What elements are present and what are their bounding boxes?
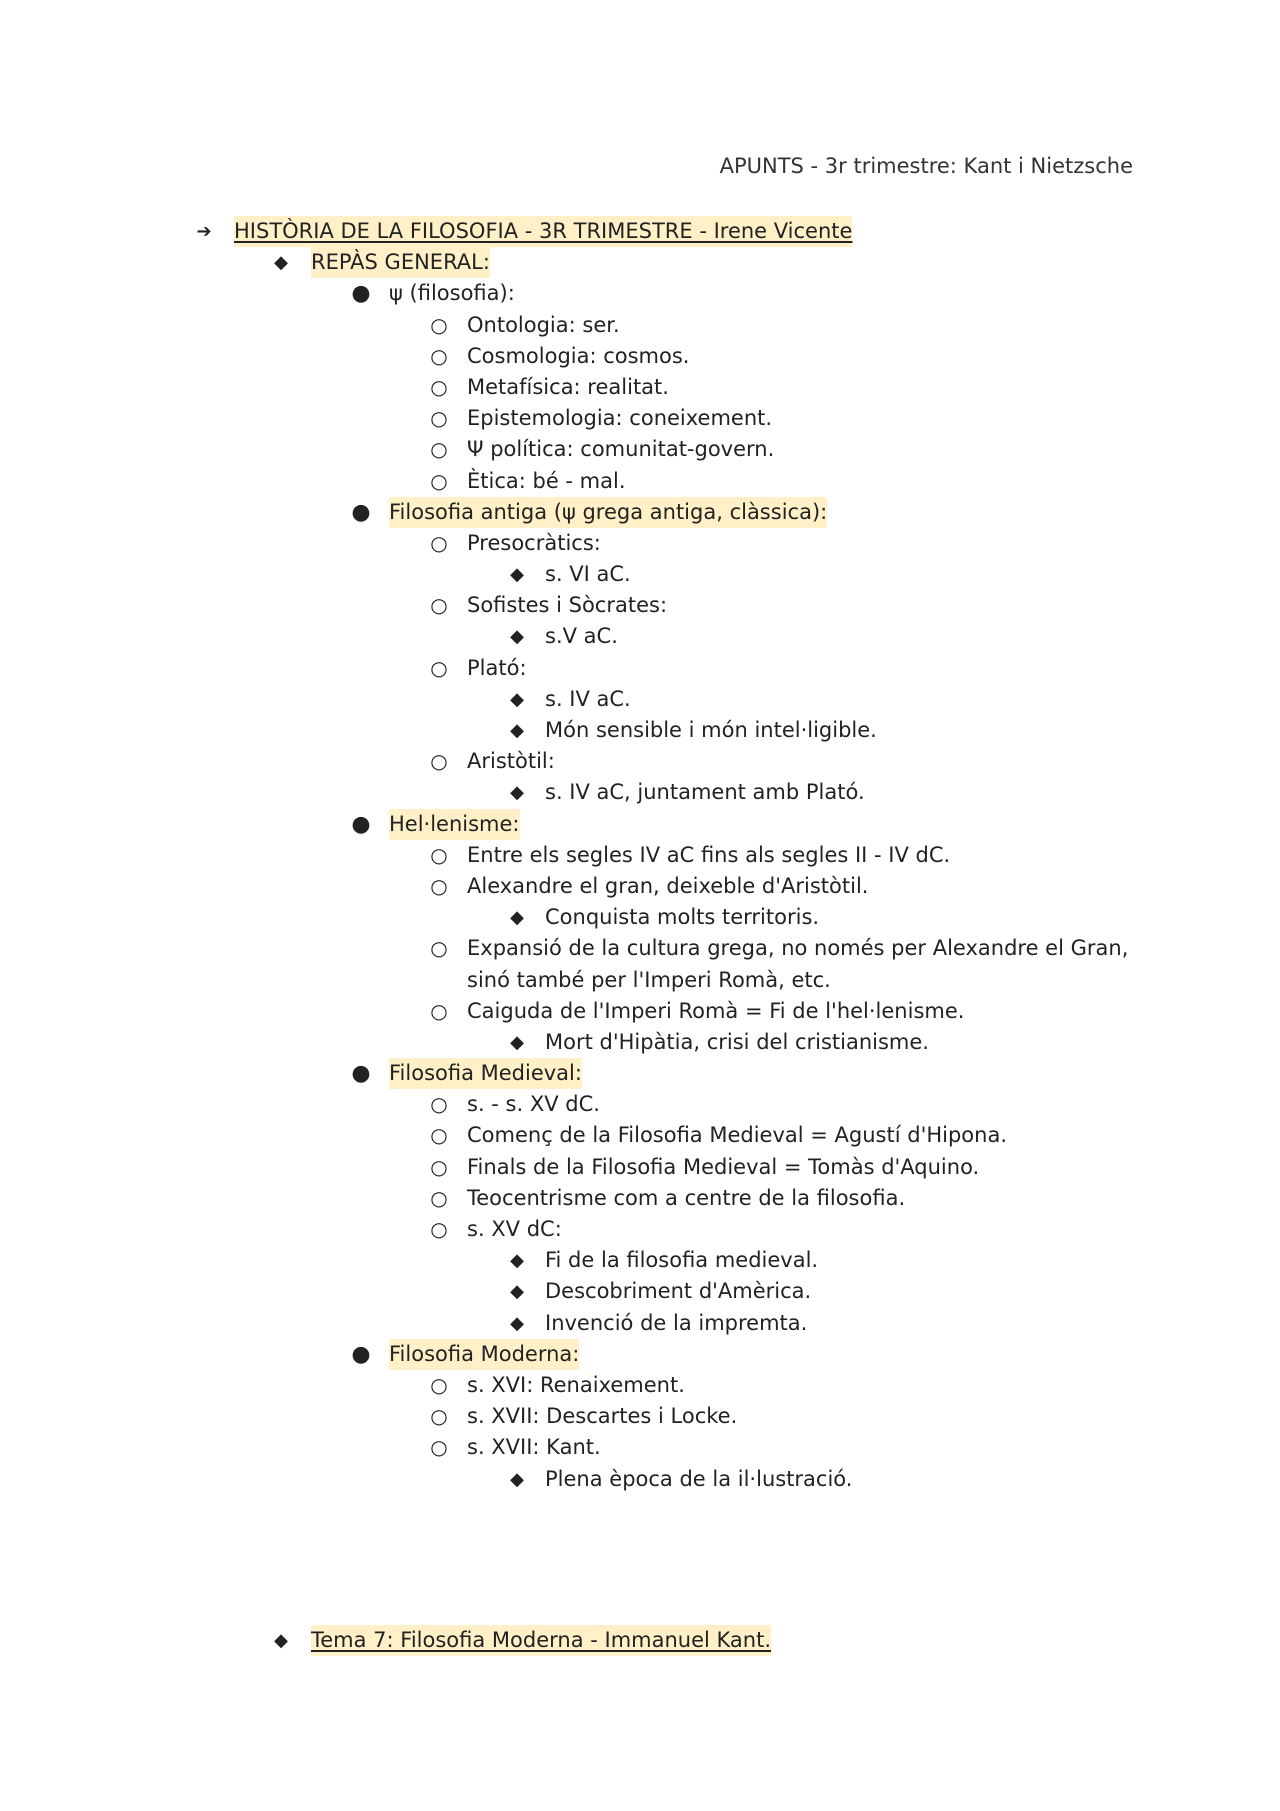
- outline-item-level-3: [0, 933, 1280, 995]
- diamond-bullet-icon: ◆: [274, 252, 288, 274]
- hollow-circle-bullet-icon: ○: [430, 1435, 448, 1460]
- filled-circle-bullet-icon: ●: [351, 281, 371, 307]
- outline-item-level-3: [0, 840, 1280, 871]
- outline-item-level-3: [0, 590, 1280, 621]
- hollow-circle-bullet-icon: ○: [430, 343, 448, 368]
- page-header: APUNTS - 3r trimestre: Kant i Nietzsche: [719, 154, 1133, 178]
- hollow-circle-bullet-icon: ○: [430, 593, 448, 618]
- outline-item-level-0: [0, 216, 1280, 247]
- outline-text: s. XVII: Kant.: [467, 1435, 601, 1460]
- outline-item-level-3: [0, 1432, 1280, 1463]
- outline-item-level-3: [0, 1214, 1280, 1245]
- diamond-bullet-icon: ◆: [510, 688, 524, 710]
- outline-text: Filosofia Moderna:: [389, 1339, 579, 1370]
- outline-item-level-3: [0, 528, 1280, 559]
- outline-text: Caiguda de l'Imperi Romà = Fi de l'hel·lenisme.: [467, 998, 965, 1023]
- outline-item-level-3: [0, 653, 1280, 684]
- outline-text: Alexandre el gran, deixeble d'Aristòtil.: [467, 873, 869, 898]
- hollow-circle-bullet-icon: ○: [430, 312, 448, 337]
- outline-text: Teocentrisme com a centre de la filosofia.: [467, 1185, 906, 1210]
- outline-text: s. XVII: Descartes i Locke.: [467, 1404, 738, 1429]
- outline-item-level-3: [0, 1089, 1280, 1120]
- hollow-circle-bullet-icon: ○: [430, 1217, 448, 1242]
- outline-text: s. VI aC.: [545, 562, 631, 587]
- outline-text: Invenció de la impremta.: [545, 1310, 808, 1335]
- outline-item-level-3: [0, 1183, 1280, 1214]
- diamond-bullet-icon: ◆: [510, 1031, 524, 1053]
- outline-text: Finals de la Filosofia Medieval = Tomàs d'Aquino.: [467, 1154, 980, 1179]
- outline-text: s. IV aC.: [545, 686, 631, 711]
- diamond-bullet-icon: ◆: [510, 720, 524, 741]
- diamond-bullet-icon: ◆: [274, 1629, 288, 1651]
- outline-item-level-4: [0, 1027, 1280, 1058]
- filled-circle-bullet-icon: ●: [351, 1341, 371, 1367]
- outline-item-level-3: [0, 996, 1280, 1027]
- outline-text: Descobriment d'Amèrica.: [545, 1279, 812, 1304]
- outline-item-level-2: [0, 497, 1280, 528]
- outline-item-level-3: [0, 341, 1280, 372]
- outline-text: Sofistes i Sòcrates:: [467, 593, 668, 618]
- outline-text: s. XVI: Renaixement.: [467, 1372, 685, 1397]
- hollow-circle-bullet-icon: ○: [430, 936, 448, 961]
- hollow-circle-bullet-icon: ○: [430, 406, 448, 431]
- outline-text: Filosofia antiga (ψ grega antiga, clàssica):: [389, 497, 827, 528]
- outline-text: Ontologia: ser.: [467, 312, 620, 337]
- outline-item-level-3: [0, 746, 1280, 777]
- outline-text: Epistemologia: coneixement.: [467, 406, 773, 431]
- outline-text: Conquista molts territoris.: [545, 905, 820, 930]
- outline-item-level-3: [0, 871, 1280, 902]
- hollow-circle-bullet-icon: ○: [430, 530, 448, 555]
- outline-item-level-2: [0, 278, 1280, 309]
- outline-item-level-4: [0, 684, 1280, 715]
- outline-text: Món sensible i món intel·ligible.: [545, 718, 877, 742]
- outline-item-level-3: [0, 403, 1280, 434]
- outline-item-level-3: [0, 1370, 1280, 1401]
- outline-text: Començ de la Filosofia Medieval = Agustí d'Hipona.: [467, 1123, 1008, 1148]
- hollow-circle-bullet-icon: ○: [430, 1404, 448, 1429]
- hollow-circle-bullet-icon: ○: [430, 1185, 448, 1210]
- outline-item-level-4: [0, 621, 1280, 652]
- outline-item-level-4: [0, 1276, 1280, 1307]
- diamond-bullet-icon: ◆: [510, 1250, 524, 1272]
- diamond-bullet-icon: ◆: [510, 1468, 524, 1490]
- section-spacer: [0, 1495, 1280, 1625]
- outline-item-level-3: [0, 1401, 1280, 1432]
- outline-item-level-4: [0, 1464, 1280, 1495]
- outline-text: Metafísica: realitat.: [467, 374, 669, 399]
- outline-text: Fi de la filosofia medieval.: [545, 1248, 819, 1273]
- hollow-circle-bullet-icon: ○: [430, 1123, 448, 1148]
- outline-item-level-4: [0, 715, 1280, 746]
- hollow-circle-bullet-icon: ○: [430, 1372, 448, 1397]
- notes-outline: [0, 216, 1280, 1656]
- outline-text: Hel·lenisme:: [389, 809, 520, 840]
- outline-text: Ètica: bé - mal.: [467, 468, 626, 493]
- hollow-circle-bullet-icon: ○: [430, 374, 448, 399]
- outline-item-level-4: [0, 777, 1280, 808]
- outline-text: Presocràtics:: [467, 530, 601, 555]
- outline-text: Tema 7: Filosofia Moderna - Immanuel Kant.: [311, 1625, 771, 1656]
- outline-text: Entre els segles IV aC fins als segles II - IV dC.: [467, 842, 951, 867]
- outline-text: Plena època de la il·lustració.: [545, 1466, 853, 1491]
- diamond-bullet-icon: ◆: [510, 1281, 524, 1303]
- outline-text: Cosmologia: cosmos.: [467, 343, 690, 368]
- outline-text: ψ (filosofia):: [389, 281, 515, 306]
- diamond-bullet-icon: ◆: [510, 1312, 524, 1334]
- filled-circle-bullet-icon: ●: [351, 499, 371, 525]
- outline-text: Filosofia Medieval:: [389, 1058, 582, 1089]
- hollow-circle-bullet-icon: ○: [430, 655, 448, 680]
- hollow-circle-bullet-icon: ○: [430, 1154, 448, 1179]
- outline-item-level-3: [0, 434, 1280, 465]
- outline-item-level-2: [0, 809, 1280, 840]
- outline-text: Expansió de la cultura grega, no només per Alexandre el Gran, sinó també per l'Imperi Romà, etc.: [467, 936, 1129, 992]
- hollow-circle-bullet-icon: ○: [430, 749, 448, 774]
- diamond-bullet-icon: ◆: [510, 564, 524, 586]
- filled-circle-bullet-icon: ●: [351, 1061, 371, 1087]
- outline-item-level-2: [0, 1339, 1280, 1370]
- hollow-circle-bullet-icon: ○: [430, 842, 448, 867]
- outline-text: Mort d'Hipàtia, crisi del cristianisme.: [545, 1029, 929, 1054]
- outline-item-level-4: [0, 1245, 1280, 1276]
- outline-item-level-4: [0, 1308, 1280, 1339]
- hollow-circle-bullet-icon: ○: [430, 873, 448, 898]
- outline-item-level-4: [0, 559, 1280, 590]
- outline-text: Aristòtil:: [467, 749, 555, 774]
- hollow-circle-bullet-icon: ○: [430, 1092, 448, 1117]
- filled-circle-bullet-icon: ●: [351, 811, 371, 837]
- outline-text: HISTÒRIA DE LA FILOSOFIA - 3R TRIMESTRE - Irene Vicente: [234, 216, 852, 247]
- outline-item-level-3: [0, 466, 1280, 497]
- diamond-bullet-icon: ◆: [510, 626, 524, 648]
- outline-item-level-3: [0, 310, 1280, 341]
- outline-item-level-3: [0, 372, 1280, 403]
- hollow-circle-bullet-icon: ○: [430, 468, 448, 493]
- outline-text: s. IV aC, juntament amb Plató.: [545, 780, 865, 805]
- diamond-bullet-icon: ◆: [510, 907, 524, 929]
- outline-item-level-3: [0, 1120, 1280, 1151]
- outline-text: REPÀS GENERAL:: [311, 247, 490, 278]
- outline-text: s. - s. XV dC.: [467, 1092, 600, 1117]
- outline-text: Plató:: [467, 655, 527, 680]
- outline-item-level-4: [0, 902, 1280, 933]
- diamond-bullet-icon: ◆: [510, 782, 524, 804]
- hollow-circle-bullet-icon: ○: [430, 437, 448, 462]
- outline-text: Ψ política: comunitat-govern.: [467, 437, 775, 462]
- outline-item-level-1: [0, 247, 1280, 278]
- arrow-icon: ➔: [196, 221, 212, 242]
- hollow-circle-bullet-icon: ○: [430, 998, 448, 1023]
- outline-item-level-1: [0, 1625, 1280, 1656]
- outline-item-level-3: [0, 1152, 1280, 1183]
- outline-item-level-2: [0, 1058, 1280, 1089]
- outline-text: s. XV dC:: [467, 1217, 562, 1242]
- outline-text: s.V aC.: [545, 624, 618, 649]
